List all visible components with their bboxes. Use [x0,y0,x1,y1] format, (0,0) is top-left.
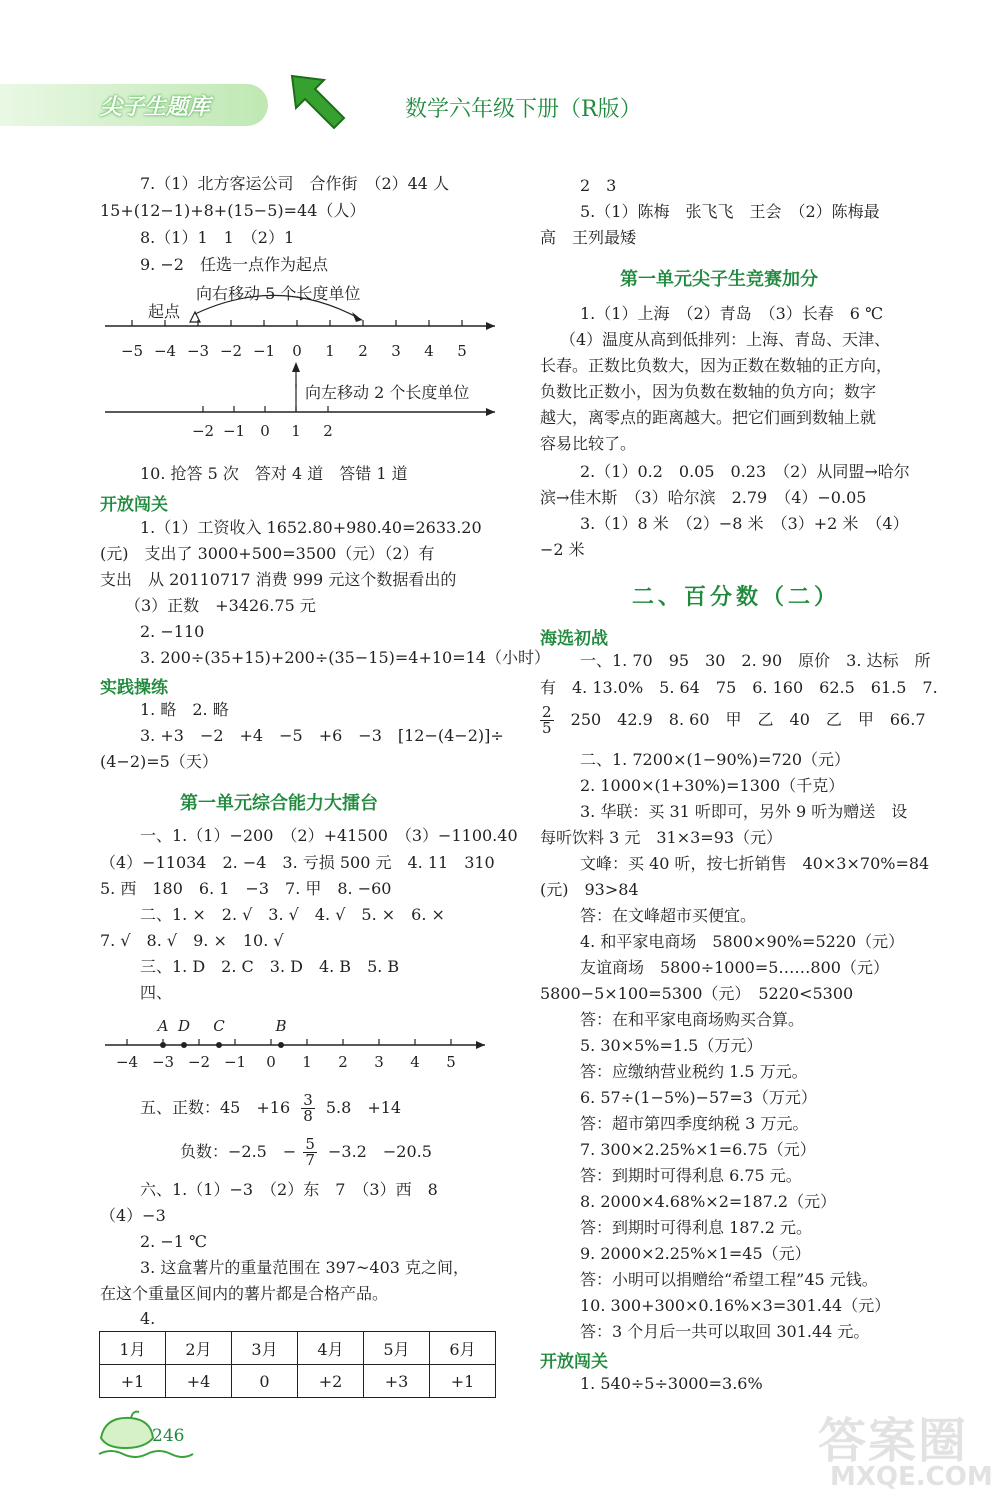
nl3-tick-label: 3 [374,1053,384,1071]
six-line3: 2. −1 ℃ [140,1232,207,1251]
open-line2: (元) 支出了 3000+500=3500（元）（2）有 [100,544,435,563]
fraction-5-7 [303,1137,317,1168]
bonus-line10: −2 米 [540,540,585,559]
six-line5: 在这个重量区间内的薯片都是合格产品。 [100,1284,389,1303]
number-line-2 [100,384,500,444]
six-line4: 3. 这盒薯片的重量范围在 397~403 克之间， [140,1258,470,1277]
unit-line2: （4）−11034 2. −4 3. 亏损 500 元 4. 11 310 [100,853,495,872]
negative-text-a: 负数：−2.5 − [180,1142,297,1161]
q7-line2: 15+(12−1)+8+(15−5)=44（人） [100,201,366,220]
arrow-up-left-icon [288,70,348,130]
practice-line3: (4−2)=5（天） [100,752,218,771]
hx-line4: 二、1. 7200×(1−90%)=720（元） [580,750,851,769]
nl3-tick-label: −4 [115,1053,139,1071]
negative-numbers [180,1134,432,1170]
nl2-tick-label: 0 [260,422,270,440]
point-d [181,1042,187,1048]
hx-line15: 5. 30×5%=1.5（万元） [580,1036,763,1055]
hx-line13: 5800−5×100=5300（元） 5220<5300 [540,984,854,1003]
table-cell: 6月 [430,1332,496,1365]
section-open-2: 开放闯关 [540,1352,608,1372]
hx-line26: 答：3 个月后一共可以取回 301.44 元。 [580,1322,870,1341]
six-line6: 4. [140,1309,156,1328]
table-row [100,1365,496,1398]
q7-line1: 7.（1）北方客运公司 合作街 （2）44 人 [140,174,450,193]
hx-line21: 8. 2000×4.68%×2=187.2（元） [580,1192,837,1211]
hx-line17: 6. 57÷(1−5%)−57=3（万元） [580,1088,817,1107]
table-cell: 4月 [298,1332,364,1365]
r-line2: 5.（1）陈梅 张飞飞 王会 （2）陈梅最 [580,202,880,221]
open-line6: 3. 200÷(35+15)+200÷(35−15)=4+10=14（小时） [140,648,550,667]
hx-line10: 答：在文峰超市买便宜。 [580,906,757,925]
r-line3: 高 王列最矮 [540,228,637,247]
hx-line27: 1. 540÷5÷3000=3.6% [580,1374,763,1393]
hx-line5: 2. 1000×(1+30%)=1300（千克） [580,776,845,795]
point-label: A [157,1017,169,1035]
unit-line1: 一、1.（1）−200 （2）+41500 （3）−1100.40 [140,826,518,845]
watermark-logo: 答案圈 [818,1413,969,1469]
table-cell: 1月 [100,1332,166,1365]
q10-line: 10. 抢答 5 次 答对 4 道 答错 1 道 [140,464,408,483]
fraction-numerator: 5 [305,1135,315,1153]
bonus-line5: 越大，离零点的距离越大。把它们画到数轴上就 [540,408,877,427]
table-cell: 0 [232,1365,298,1398]
table-cell: 5月 [364,1332,430,1365]
fraction-denominator: 5 [542,719,552,737]
table-cell: +1 [100,1365,166,1398]
bonus-line3: 长春。正数比负数大，因为正数在数轴的正方向， [540,356,893,375]
fraction-numerator: 3 [303,1091,313,1109]
nl1-right-move-label: 向右移动 5 个长度单位 [196,284,361,303]
section-bonus: 第一单元尖子生竞赛加分 [620,269,818,290]
nl1-tick-label: −3 [186,342,210,360]
table-cell: 3月 [232,1332,298,1365]
nl2-left-move-label: 向左移动 2 个长度单位 [305,383,470,402]
table-cell: +4 [166,1365,232,1398]
point-b [278,1042,284,1048]
hx-line18: 答：超市第四季度纳税 3 万元。 [580,1114,809,1133]
nl1-tick-label: −4 [153,342,177,360]
positive-text-a: 五、正数：45 +16 [140,1098,291,1117]
six-line2: （4）−3 [100,1206,166,1225]
hx-line8: 文峰：买 40 听，按七折销售 40×3×70%=84 [580,854,930,873]
hx-line20: 答：到期时可得利息 6.75 元。 [580,1166,802,1185]
nl3-tick-label: −1 [223,1053,247,1071]
section-preliminary: 海选初战 [540,629,608,649]
nl1-tick-label: 2 [358,342,368,360]
nl2-tick-label: 2 [323,422,333,440]
section-practice: 实践操练 [100,678,168,698]
chapter-title: 二、百分数（二） [632,585,841,610]
hx-line3-text: 250 42.9 8. 60 甲 乙 40 乙 甲 66.7 [570,710,926,729]
nl1-tick-label: 0 [292,342,302,360]
nl2-tick-label: −2 [191,422,215,440]
open-line5: 2. −110 [140,622,205,641]
watermark-url: MXQE.COM [830,1462,993,1492]
hx-line7: 每听饮料 3 元 31×3=93（元） [540,828,783,847]
month-table [99,1331,496,1398]
nl1-tick-label: −1 [252,342,276,360]
unit-line7: 四、 [140,983,173,1002]
fraction-denominator: 7 [305,1151,315,1169]
fraction-2-5 [540,705,554,736]
nl3-tick-label: −2 [187,1053,211,1071]
point-a [160,1042,166,1048]
hx-line3 [540,702,926,738]
section-unit-review: 第一单元综合能力大擂台 [180,793,378,814]
hx-line25: 10. 300+300×0.16%×3=301.44（元） [580,1296,891,1315]
nl1-tick-label: 1 [325,342,335,360]
table-cell: +1 [430,1365,496,1398]
nl1-tick-label: 3 [391,342,401,360]
nl3-tick-label: 1 [302,1053,312,1071]
fraction-denominator: 8 [303,1107,313,1125]
fraction-3-8 [301,1093,315,1124]
hx-line19: 7. 300×2.25%×1=6.75（元） [580,1140,816,1159]
nl3-tick-label: 0 [266,1053,276,1071]
hx-line1: 一、1. 70 95 30 2. 90 原价 3. 达标 所 [580,651,931,670]
nl2-tick-label: 1 [291,422,301,440]
bonus-line6: 容易比较了。 [540,434,637,453]
hx-line22: 答：到期时可得利息 187.2 元。 [580,1218,812,1237]
open-line4: （3）正数 +3426.75 元 [125,596,316,615]
fraction-numerator: 2 [542,703,552,721]
unit-line6: 三、1. D 2. C 3. D 4. B 5. B [140,957,400,976]
unit-line3: 5. 西 180 6. 1 −3 7. 甲 8. −60 [100,879,392,898]
bonus-line7: 2.（1）0.2 0.05 0.23 （2）从同盟→哈尔 [580,462,910,481]
bonus-line9: 3.（1）8 米 （2）−8 米 （3）+2 米 （4） [580,514,909,533]
nl3-tick-label: 5 [446,1053,456,1071]
bonus-line8: 滨→佳木斯 （3）哈尔滨 2.79 （4）−0.05 [540,488,867,507]
six-line1: 六、1.（1）−3 （2）东 7 （3）西 8 [140,1180,438,1199]
nl1-tick-label: −5 [120,342,144,360]
table-cell: +2 [298,1365,364,1398]
point-label: D [177,1017,191,1035]
page-number: 246 [152,1426,185,1446]
hx-line23: 9. 2000×2.25%×1=45（元） [580,1244,811,1263]
open-line3: 支出 从 20110717 消费 999 元这个数据看出的 [100,570,457,589]
positive-numbers [140,1090,401,1126]
hx-line16: 答：应缴纳营业税约 1.5 万元。 [580,1062,808,1081]
practice-line2: 3. +3 −2 +4 −5 +6 −3 [12−(4−2)]÷ [140,726,504,745]
nl2-tick-label: −1 [222,422,246,440]
unit-line5: 7. √ 8. √ 9. × 10. √ [100,931,284,950]
nl1-tick-label: 5 [457,342,467,360]
hx-line24: 答：小明可以捐赠给“希望工程”45 元钱。 [580,1270,878,1289]
open-line1: 1.（1）工资收入 1652.80+980.40=2633.20 [140,518,482,537]
header-brand: 尖子生题库 [100,95,211,120]
q8-line: 8.（1）1 1 （2）1 [140,228,295,247]
nl3-tick-label: −3 [151,1053,175,1071]
hx-line14: 答：在和平家电商场购买合算。 [580,1010,805,1029]
bonus-line2: （4）温度从高到低排列：上海、青岛、天津、 [560,330,891,349]
header-title: 数学六年级下册（R版） [405,97,642,122]
hx-line6: 3. 华联：买 31 听即可，另外 9 听为赠送 设 [580,802,908,821]
bonus-line1: 1.（1）上海 （2）青岛 （3）长春 6 ℃ [580,304,883,323]
point-label: B [275,1017,287,1035]
hx-line9: (元) 93>84 [540,880,639,899]
table-row [100,1332,496,1365]
negative-text-b: −3.2 −20.5 [328,1142,432,1161]
number-line-3 [100,1012,490,1072]
nl1-tick-label: −2 [219,342,243,360]
hx-line12: 友谊商场 5800÷1000=5……800（元） [580,958,889,977]
table-cell: 2月 [166,1332,232,1365]
r-line1: 2 3 [580,176,617,195]
practice-line1: 1. 略 2. 略 [140,700,229,719]
nl3-tick-label: 4 [410,1053,420,1071]
q9-line: 9. −2 任选一点作为起点 [140,255,328,274]
nl1-tick-label: 4 [424,342,434,360]
table-cell: +3 [364,1365,430,1398]
nl1-start-label: 起点 [148,302,181,321]
section-open-1: 开放闯关 [100,495,168,515]
point-label: C [213,1017,225,1035]
bonus-line4: 负数比正数小，因为负数在数轴的负方向；数字 [540,382,877,401]
point-c [216,1042,222,1048]
unit-line4: 二、1. × 2. √ 3. √ 4. √ 5. × 6. × [140,905,445,924]
positive-text-b: 5.8 +14 [325,1098,402,1117]
hx-line11: 4. 和平家电商场 5800×90%=5220（元） [580,932,905,951]
nl3-tick-label: 2 [338,1053,348,1071]
hx-line2: 有 4. 13.0% 5. 64 75 6. 160 62.5 61.5 7. [540,678,938,697]
